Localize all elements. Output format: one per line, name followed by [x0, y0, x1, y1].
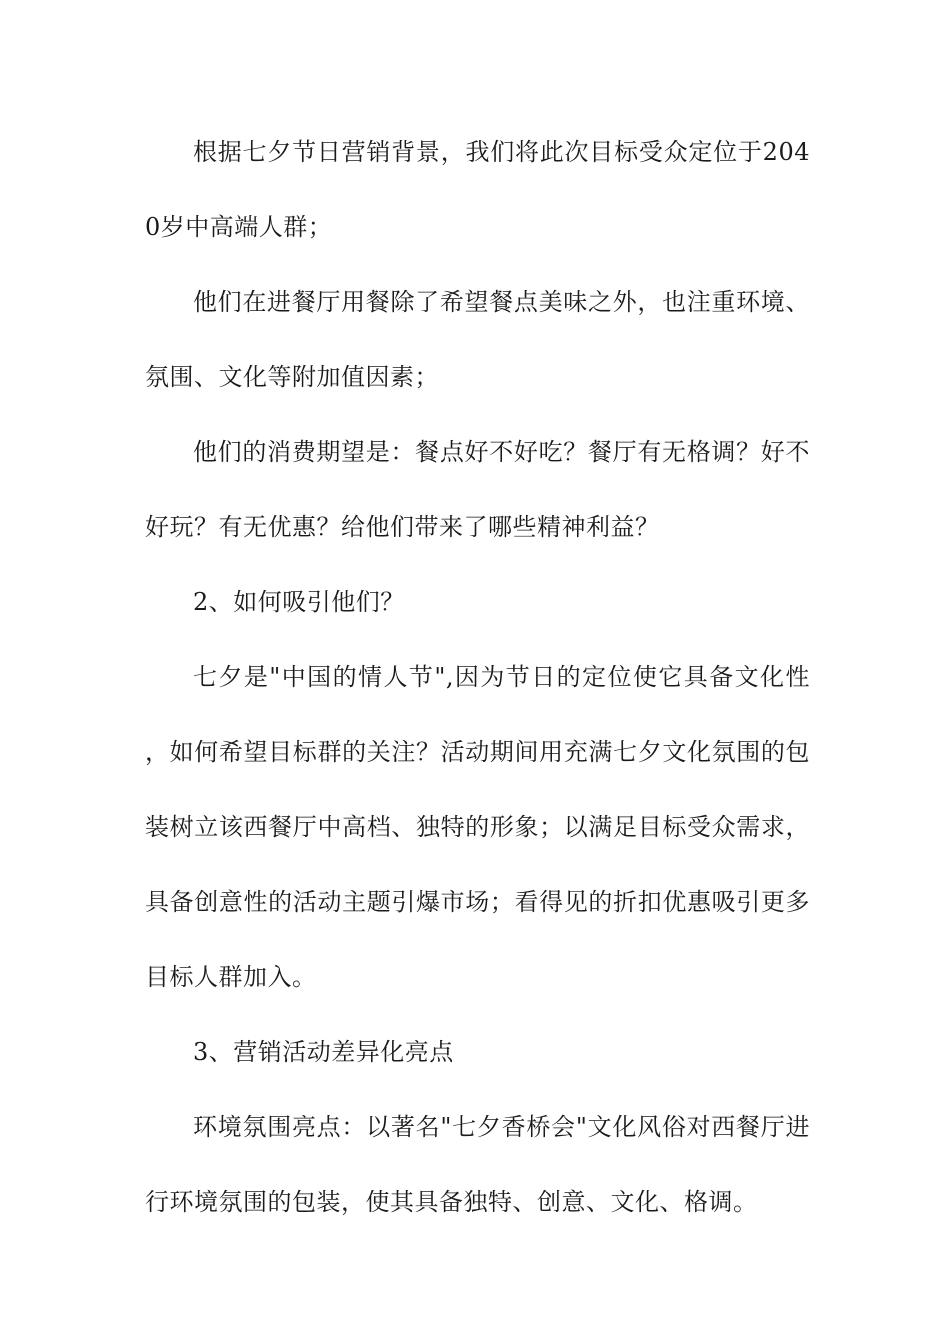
paragraph-environment-highlight: 环境氛围亮点：以著名"七夕香桥会"文化风俗对西餐厅进行环境氛围的包装，使其具备独特、创意、文化、格调。	[145, 1113, 810, 1216]
paragraph-qixi-positioning: 七夕是"中国的情人节",因为节日的定位使它具备文化性，如何希望目标群的关注？活动期间用充满七夕文化氛围的包装树立该西餐厅中高档、独特的形象；以满足目标受众需求，具备创意性的活动主题引爆市场；看得见的折扣优惠吸引更多目标人群加入。	[145, 663, 810, 991]
document-body	[145, 115, 810, 1240]
section-heading-highlights: 3、营销活动差异化亮点	[193, 1038, 454, 1066]
section-heading-attract: 2、如何吸引他们？	[193, 588, 405, 616]
paragraph-target-audience: 根据七夕节日营销背景，我们将此次目标受众定位于2040岁中高端人群；	[145, 138, 810, 241]
paragraph-consumer-expectations: 他们的消费期望是：餐点好不好吃？餐厅有无格调？好不好玩？有无优惠？给他们带来了哪些精神利益？	[145, 438, 810, 541]
paragraph-dining-values: 他们在进餐厅用餐除了希望餐点美味之外，也注重环境、氛围、文化等附加值因素；	[145, 288, 810, 391]
